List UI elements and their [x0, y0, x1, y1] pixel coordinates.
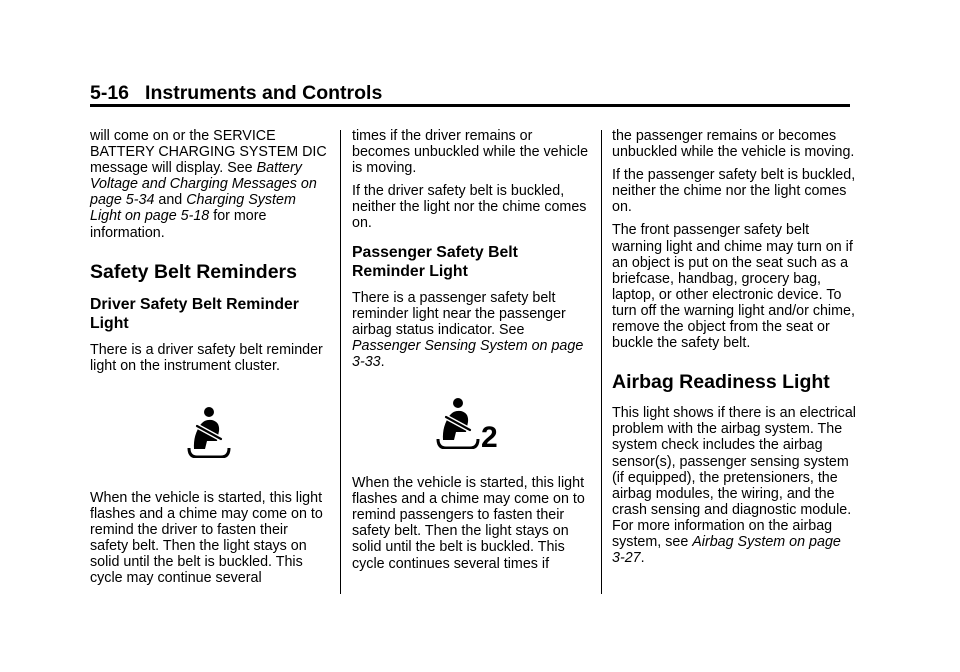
- column-1: [90, 128, 328, 586]
- intro-text-and: and: [154, 192, 183, 209]
- safety-belt-reminders-heading: Safety Belt Reminders: [90, 260, 297, 283]
- driver-light-paragraph: There is a driver safety belt reminder light on the instrument cluster.: [90, 341, 323, 374]
- airbag-system-link[interactable]: Airbag System on page 3-27: [612, 533, 841, 567]
- intro-text: will come on or the SERVICE BATTERY CHARGING SYSTEM DIC message will display. See: [90, 128, 327, 177]
- passenger-light-paragraph: [352, 290, 590, 370]
- charging-system-light-link[interactable]: Charging System Light on page 5-18: [90, 192, 296, 225]
- driver-buckled-paragraph: If the driver safety belt is buckled, neither the light nor the chime comes on.: [352, 183, 587, 232]
- passenger-safety-belt-heading: Passenger Safety Belt Reminder Light: [352, 243, 518, 280]
- driver-safety-belt-heading: Driver Safety Belt Reminder Light: [90, 295, 299, 332]
- intro-paragraph: [90, 128, 328, 241]
- driver-continue-paragraph: times if the driver remains or becomes unbuckled while the vehicle is moving.: [352, 128, 589, 177]
- passenger-light-text: There is a passenger safety belt reminder light near the passenger airbag status indicator. See: [352, 289, 566, 338]
- airbag-readiness-paragraph: [612, 405, 857, 566]
- passenger-sensing-link[interactable]: Passenger Sensing System on page 3-33: [352, 337, 584, 370]
- page-header: [90, 80, 382, 106]
- passenger-continue-paragraph: the passenger remains or becomes unbuckled while the vehicle is moving.: [612, 128, 855, 161]
- page-number: 5-16: [90, 82, 130, 104]
- airbag-readiness-end: .: [640, 550, 645, 567]
- front-passenger-warning-paragraph: The front passenger safety belt warning light and chime may turn on if an object is put on the seat such as a briefcase, handbag, grocery bag, laptop, or other electronic device. To turn off the warning light and/or chime, remove the object from the seat or buckle the safety belt.: [612, 222, 855, 352]
- driver-chime-paragraph: When the vehicle is started, this light flashes and a chime may come on to remind the driver to fasten their safety belt. Then the light stays on solid until the belt is buckled. This cycle may continue several: [90, 489, 323, 587]
- header-rule: [90, 104, 850, 107]
- passenger-buckled-paragraph: If the passenger safety belt is buckled, neither the chime nor the light comes on.: [612, 167, 856, 216]
- passenger-icon-number: 2: [481, 420, 498, 449]
- passenger-safety-belt-reminder-icon: [435, 397, 507, 449]
- column-3: [612, 128, 857, 566]
- driver-safety-belt-reminder-icon: [186, 406, 232, 458]
- passenger-chime-paragraph: When the vehicle is started, this light flashes and a chime may come on to remind passengers to fasten their safety belt. Then the light stays on solid until the belt is buckled. This cycle continues several times if: [352, 475, 585, 572]
- column-2: [352, 128, 590, 572]
- passenger-icon-container: [352, 370, 590, 475]
- section-title: Instruments and Controls: [145, 82, 383, 104]
- airbag-readiness-heading: Airbag Readiness Light: [612, 371, 830, 394]
- column-divider-1: [340, 130, 341, 594]
- intro-text-end: for more information.: [90, 208, 267, 241]
- battery-voltage-link[interactable]: Battery Voltage and Charging Messages on page 5-34: [90, 160, 317, 209]
- column-divider-2: [601, 130, 602, 594]
- airbag-readiness-text: This light shows if there is an electrical problem with the airbag system. The system check includes the airbag sensor(s), passenger sensing system (if equipped), the pretensioners, the airbag modules, the wiring, and the crash sensing and diagnostic module. For more information on the airbag system, see: [612, 405, 856, 550]
- passenger-light-end: .: [380, 353, 385, 370]
- driver-icon-container: [90, 374, 328, 490]
